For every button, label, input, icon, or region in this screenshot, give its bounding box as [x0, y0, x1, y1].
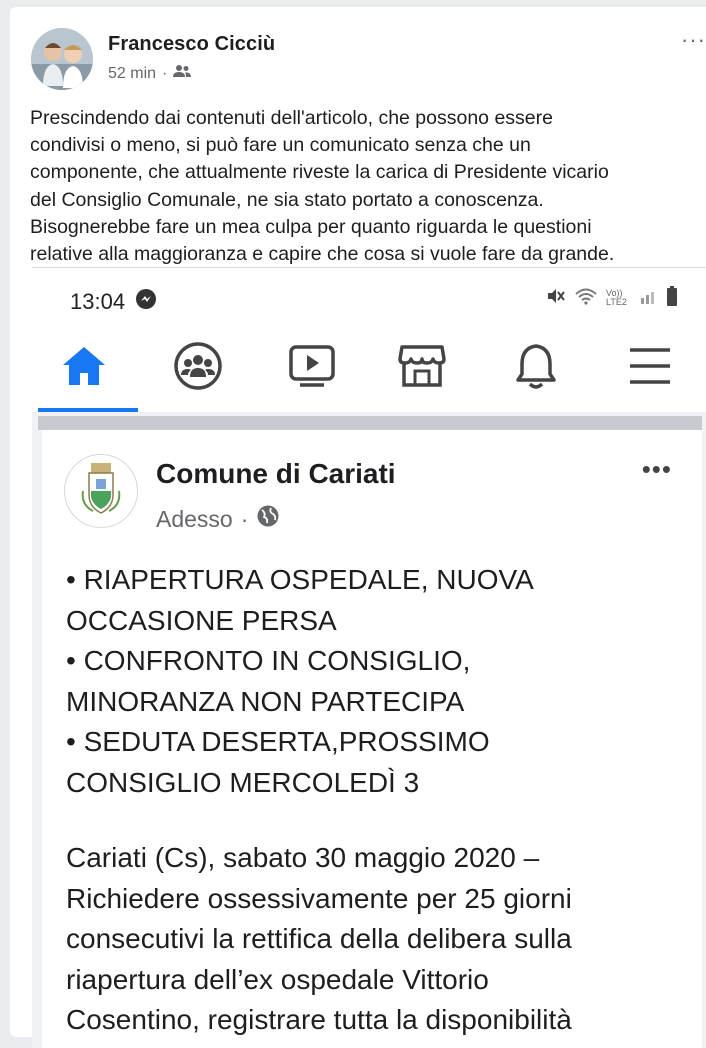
inner-post-meta [156, 504, 280, 534]
post-text: Prescindendo dai contenuti dell'articolo, che possono essere condivisi o meno, si può fare un comunicato senza che un componente, che attualmente riveste la carica di Presidente vicario del Consiglio Comunale, ne sia stato portato a conoscenza. Bisognerebbe fare un mea culpa per quanto riguarda le questioni relative alla maggioranza e capire che cosa si vuole fare da grande. [30, 107, 615, 266]
post-meta [108, 64, 191, 83]
notifications-icon[interactable] [514, 342, 558, 395]
inner-post-body: Cariati (Cs), sabato 30 maggio 2020 – Richiedere ossessivamente per 25 giorni consecutivi la rettifica della delibera sulla riapertura dell’ex ospedale Vittorio Cosentino, registrare tutta la disponibilità [66, 842, 572, 1035]
nav-watch[interactable] [280, 338, 344, 398]
home-icon[interactable] [61, 345, 107, 392]
volte-icon: Vo)) LTE2 [606, 287, 627, 307]
nav-notifications[interactable] [504, 338, 568, 398]
wifi-icon [574, 287, 598, 308]
globe-icon[interactable] [256, 504, 280, 534]
post-time[interactable]: 52 min [108, 64, 157, 82]
status-bar-time [70, 288, 157, 316]
nav-active-indicator [38, 408, 138, 412]
author-avatar[interactable] [31, 28, 93, 90]
inner-post [42, 430, 702, 1048]
menu-icon[interactable] [627, 346, 673, 391]
watch-icon[interactable] [288, 344, 336, 393]
feed-divider [38, 416, 702, 430]
marketplace-icon[interactable] [397, 343, 447, 394]
municipal-crest-icon [79, 461, 123, 522]
post-card [10, 7, 706, 1037]
nav-marketplace[interactable] [390, 338, 454, 398]
nav-groups[interactable] [166, 338, 230, 398]
signal-icon [640, 288, 658, 307]
inner-meta-separator: · [240, 505, 249, 532]
facebook-nav-bar [32, 328, 706, 412]
inner-post-more-icon[interactable]: ••• [641, 454, 672, 484]
headline-item: • CONFRONTO IN CONSIGLIO, MINORANZA NON PARTECIPA [66, 645, 471, 717]
headline-item: • RIAPERTURA OSPEDALE, NUOVA OCCASIONE PERSA [66, 564, 534, 636]
status-time-text: 13:04 [70, 289, 126, 314]
meta-separator: · [162, 64, 168, 82]
phone-header [32, 268, 706, 412]
page-avatar[interactable] [64, 454, 138, 528]
author-name[interactable]: Francesco Cicciù [108, 33, 276, 55]
status-icons [546, 286, 678, 309]
mute-icon [546, 287, 566, 308]
nav-menu[interactable] [618, 338, 682, 398]
embedded-screenshot [32, 267, 706, 1048]
post-headlines [66, 560, 686, 803]
nav-home[interactable] [52, 338, 116, 398]
battery-icon [666, 286, 678, 309]
friends-audience-icon[interactable] [173, 64, 191, 83]
page-name[interactable]: Comune di Cariati [156, 458, 396, 489]
messenger-status-icon [135, 288, 157, 316]
headline-item: • SEDUTA DESERTA,PROSSIMO CONSIGLIO MERCOLEDÌ 3 [66, 726, 490, 798]
inner-post-time[interactable]: Adesso [156, 505, 233, 532]
groups-icon[interactable] [173, 341, 223, 396]
post-more-options-icon[interactable]: ··· [681, 27, 706, 52]
